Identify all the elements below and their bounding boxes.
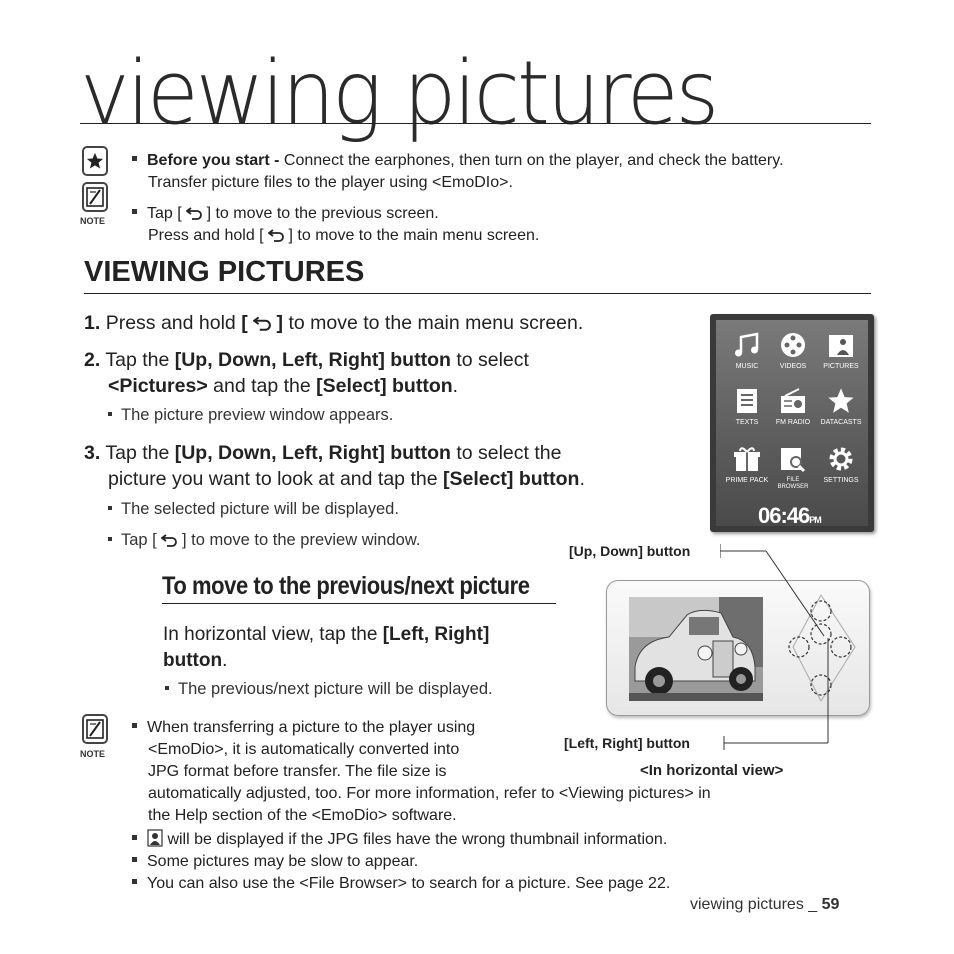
device-main-menu xyxy=(710,314,874,532)
app-music: MUSIC xyxy=(722,330,772,370)
back-icon xyxy=(161,533,177,547)
note-bullet-thumbnail: will be displayed if the JPG files have the wrong thumbnail information. xyxy=(132,829,872,851)
step-3-sub-1: The selected picture will be displayed. xyxy=(108,498,399,520)
app-file-browser: FILE BROWSER xyxy=(768,444,818,491)
section-rule xyxy=(84,293,871,294)
note-bullet-transfer: When transferring a picture to the player using <EmoDio>, it is automatically converted into JPG format before transfer. The file size is automatically adjusted, too. For more information, refer to <Viewing pictures> in the Help section of the <EmoDio> software. xyxy=(132,717,872,827)
subsection-sub: The previous/next picture will be displayed. xyxy=(165,678,493,700)
note-icon xyxy=(82,182,108,212)
device-screen xyxy=(716,320,868,526)
app-fm-radio: FM RADIO xyxy=(768,386,818,426)
section-heading: VIEWING PICTURES xyxy=(84,256,365,288)
app-videos: VIDEOS xyxy=(768,330,818,370)
left-right-label: [Left, Right] button xyxy=(564,735,690,751)
back-icon xyxy=(268,228,284,242)
step-2: 2. Tap the [Up, Down, Left, Right] button to select <Pictures> and tap the [Select] button. xyxy=(84,349,529,397)
note-bullet-before-start: Before you start - Connect the earphones, then turn on the player, and check the battery. Transfer picture files to the player using <EmoDIo>. xyxy=(132,150,872,194)
gift-icon xyxy=(732,444,762,474)
step-2-sub: The picture preview window appears. xyxy=(108,404,393,426)
subsection-rule xyxy=(162,603,556,604)
pictures-icon xyxy=(826,330,856,360)
back-icon xyxy=(253,315,271,331)
page-footer: viewing pictures _ 59 xyxy=(690,896,840,913)
page-title: viewing pictures xyxy=(80,41,717,145)
step-1: 1. Press and hold [ ] to move to the main menu screen. xyxy=(84,312,584,334)
app-prime-pack: PRIME PACK xyxy=(722,444,772,484)
picture-placeholder-icon xyxy=(147,829,163,847)
radio-icon xyxy=(778,386,808,416)
title-rule xyxy=(80,123,871,124)
clock-display: 06:46PM xyxy=(758,503,821,528)
up-down-label: [Up, Down] button xyxy=(569,543,691,559)
file-browser-icon xyxy=(778,444,808,474)
music-icon xyxy=(732,330,762,360)
step-3: 3. Tap the [Up, Down, Left, Right] button to select the picture you want to look at and tap the [Select] button. xyxy=(84,442,585,490)
app-pictures: PICTURES xyxy=(816,330,866,370)
star-icon xyxy=(82,146,108,176)
app-datacasts: DATACASTS xyxy=(816,386,866,426)
datacasts-icon xyxy=(826,386,856,416)
note-icon xyxy=(82,714,108,744)
step-3-sub-2: Tap [ ] to move to the preview window. xyxy=(108,529,420,551)
texts-icon xyxy=(732,386,762,416)
videos-icon xyxy=(778,330,808,360)
app-texts: TEXTS xyxy=(722,386,772,426)
note-bullet-file-browser: You can also use the <File Browser> to search for a picture. See page 22. xyxy=(132,873,872,895)
gear-icon xyxy=(826,444,856,474)
app-settings: SETTINGS xyxy=(816,444,866,484)
note-bullet-slow: Some pictures may be slow to appear. xyxy=(132,851,872,873)
note-bullet-back: Tap [ ] to move to the previous screen. Press and hold [ ] to move to the main menu screen. xyxy=(132,203,872,247)
note-label: NOTE xyxy=(80,216,106,226)
subsection-text: In horizontal view, tap the [Left, Right] button. xyxy=(163,624,490,671)
back-icon xyxy=(186,206,202,220)
note-label: NOTE xyxy=(80,749,106,759)
subsection-heading: To move to the previous/next picture xyxy=(162,572,530,600)
horizontal-view-caption: <In horizontal view> xyxy=(640,762,784,779)
